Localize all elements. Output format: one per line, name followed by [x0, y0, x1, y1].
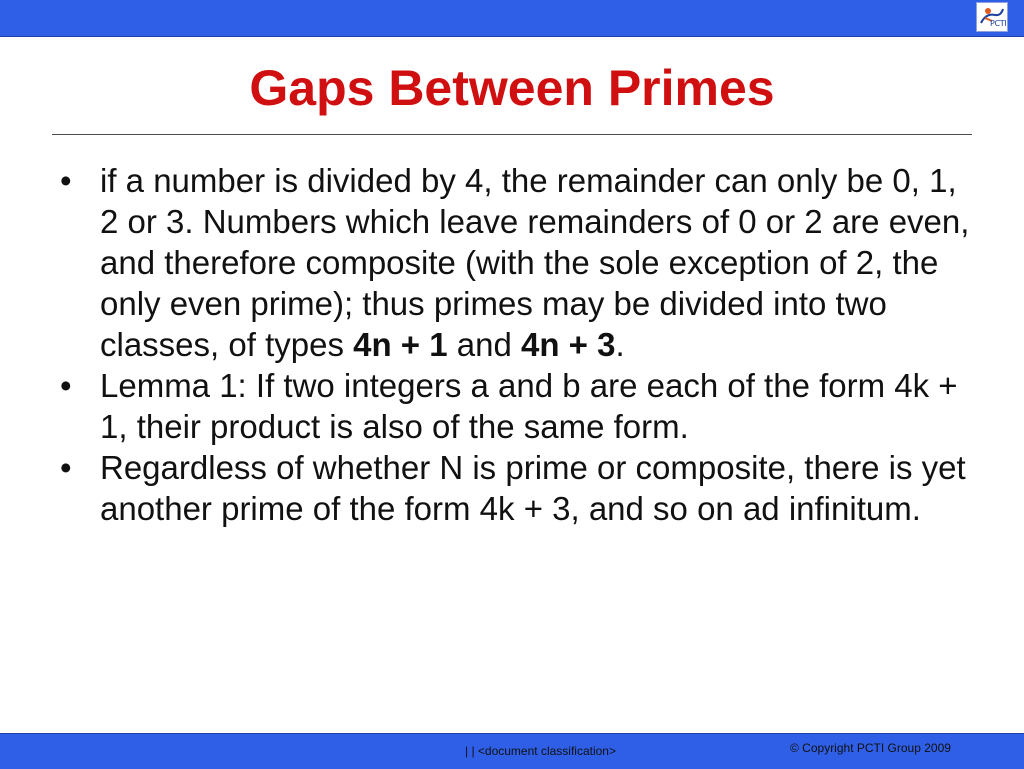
bullet-text: and [447, 326, 521, 363]
bullet-marker: • [60, 449, 72, 486]
bullet-marker: • [60, 367, 72, 404]
slide-title: Gaps Between Primes [249, 60, 775, 116]
bullet-bold-term: 4n + 1 [353, 326, 448, 363]
document-classification: | | <document classification> [465, 744, 616, 758]
header-bar [0, 0, 1024, 37]
bullet-text: Lemma 1: If two integers a and b are each of the form 4k + 1, their product is also of the same form. [100, 367, 958, 445]
bullet-marker: • [60, 162, 72, 199]
bullet-text: Regardless of whether N is prime or composite, there is yet another prime of the form 4k + 3, and so on ad infinitum. [100, 449, 966, 527]
bullet-item-1 [52, 160, 982, 365]
bullet-item-2 [52, 365, 982, 447]
bullet-text: . [615, 326, 625, 363]
logo-text: PCTI [990, 19, 1007, 28]
bullet-item-3 [52, 447, 982, 529]
bullet-bold-term: 4n + 3 [521, 326, 616, 363]
bullet-text: if a number is divided by 4, the remainder can only be 0, 1, 2 or 3. Numbers which leave remainders of 0 or 2 are even, and therefore composite (with the sole exception of 2, the only even prime); thus primes may be divided into two classes, of types [100, 162, 970, 363]
bullet-list [52, 160, 982, 529]
pcti-logo [976, 2, 1008, 32]
copyright-notice: © Copyright PCTI Group 2009 [790, 741, 951, 755]
title-divider [52, 134, 972, 135]
